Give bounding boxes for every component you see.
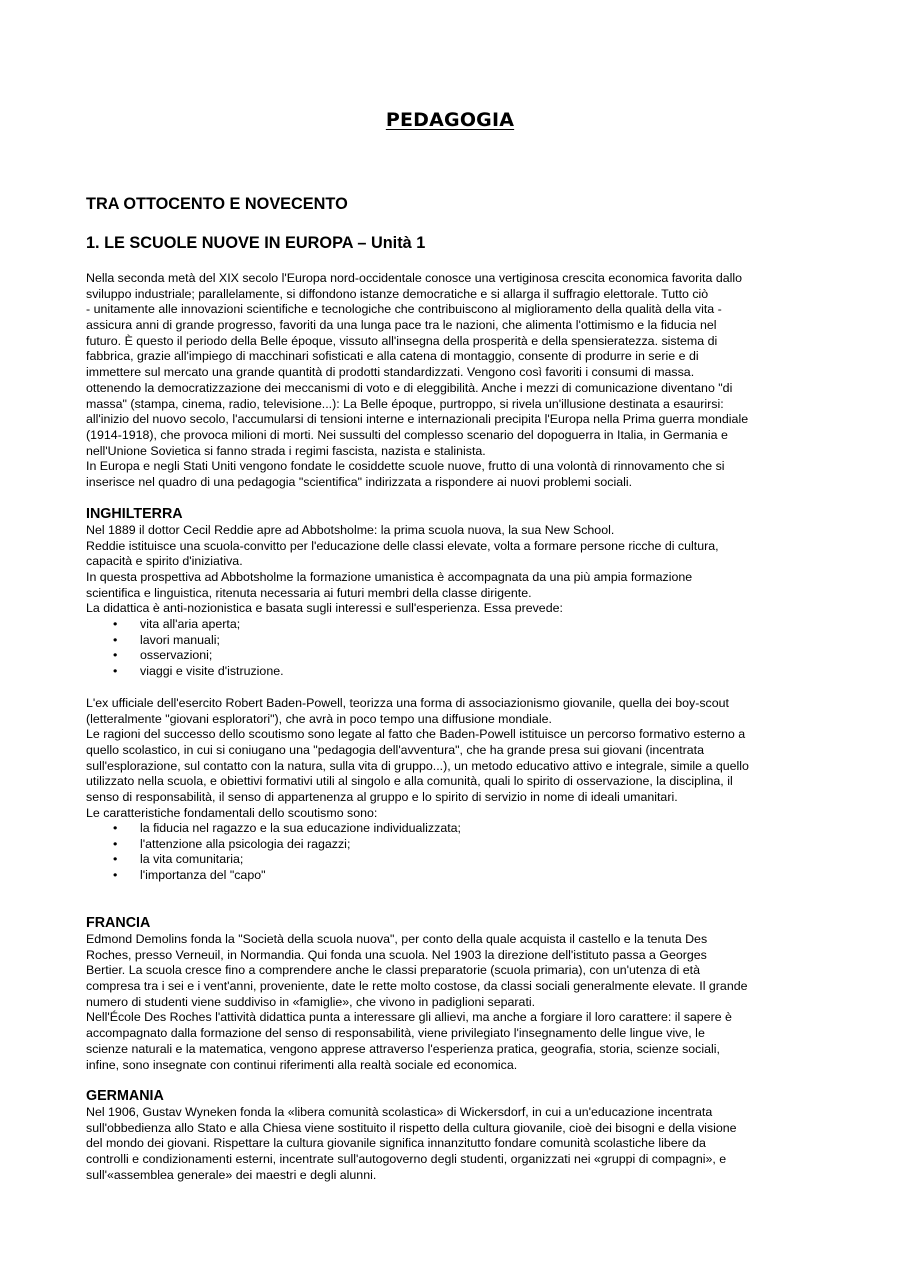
text-line: del mondo dei giovani. Rispettare la cultura giovanile significa innanzitutto fondare comunità scolastiche libere da xyxy=(86,1136,706,1151)
scout-paragraph xyxy=(86,696,826,822)
intro-paragraph xyxy=(86,271,826,491)
list-item xyxy=(86,852,686,868)
inghilterra-paragraph xyxy=(86,523,826,617)
list-item-text: l'attenzione alla psicologia dei ragazzi; xyxy=(140,836,351,851)
list-item xyxy=(86,617,686,633)
text-line: inserisce nel quadro di una pedagogia "scientifica" indirizzata a rispondere ai nuovi problemi sociali. xyxy=(86,474,633,489)
text-line: utilizzato nella scuola, e obiettivi formativi utili al singolo e alla comunità, quali lo spirito di osservazione, la disciplina, il xyxy=(86,774,733,789)
text-line: L'ex ufficiale dell'esercito Robert Baden-Powell, teorizza una forma di associazionismo giovanile, quella dei boy-scout xyxy=(86,696,729,710)
list-item-text: la vita comunitaria; xyxy=(140,852,244,867)
text-line: numero di studenti viene suddiviso in «famiglie», che vivono in padiglioni separati. xyxy=(86,994,536,1009)
text-line: Nella seconda metà del XIX secolo l'Europa nord-occidentale conosce una vertiginosa crescita economica favorita dallo xyxy=(86,271,742,285)
francia-paragraph xyxy=(86,932,826,1073)
text-line: (1914-1918), che provoca milioni di morti. Nei sussulti del complesso scenario del dopoguerra in Italia, in Germania e xyxy=(86,427,728,442)
unit-heading: 1. LE SCUOLE NUOVE IN EUROPA – Unità 1 xyxy=(86,234,426,252)
heading-inghilterra: INGHILTERRA xyxy=(86,506,183,522)
bullet-icon: • xyxy=(113,648,118,663)
text-line: nell'Unione Sovietica si fanno strada i regimi fascista, nazista e stalinista. xyxy=(86,443,486,458)
text-line: Edmond Demolins fonda la "Società della scuola nuova", per conto della quale acquista il castello e la tenuta Des xyxy=(86,932,708,946)
list-item-text: vita all'aria aperta; xyxy=(140,617,241,631)
list-item xyxy=(86,821,686,837)
text-line: assicura anni di grande progresso, favoriti da una lunga pace tra le nazioni, che alimenta l'ottimismo e la fiducia nel xyxy=(86,318,717,333)
text-line: Le caratteristiche fondamentali dello scoutismo sono: xyxy=(86,805,378,820)
text-line: scienze naturali e la matematica, vengono apprese attraverso l'esperienza pratica, geografia, storia, scienze sociali, xyxy=(86,1041,720,1056)
bullet-icon: • xyxy=(113,821,118,835)
text-line: massa" (stampa, cinema, radio, televisione...): La Belle époque, purtroppo, si rivela un'illusione destinata a esaurirsi: xyxy=(86,396,724,411)
bullet-icon: • xyxy=(113,632,118,647)
text-line: accompagnato dalla formazione del senso di responsabilità, viene privilegiato l'insegnamento delle lingue vive, le xyxy=(86,1026,705,1041)
text-line: compresa tra i sei e i vent'anni, proveniente, date le rette molto costose, da classi sociali generalmente elevate. Il grande xyxy=(86,979,748,994)
text-line: controlli e condizionamenti esterni, incentrate sull'autogoverno degli studenti, organizzati nei «gruppi di compagni», e xyxy=(86,1152,727,1167)
list-item xyxy=(86,868,686,884)
text-line: infine, sono insegnate con continui riferimenti alla realtà sociale ed economica. xyxy=(86,1057,518,1072)
text-line: sull'«assemblea generale» dei maestri e degli alunni. xyxy=(86,1167,377,1182)
text-line: sull'esplorazione, sul contatto con la natura, sulla vita di gruppo...), un metodo educativo attivo e integrale, simile a quello xyxy=(86,758,749,773)
list-item-text: viaggi e visite d'istruzione. xyxy=(140,664,284,679)
text-line: senso di responsabilità, il senso di appartenenza al gruppo e lo spirito di servizio in nome di ideali umanitari. xyxy=(86,790,678,805)
list-item xyxy=(86,837,686,853)
scout-list xyxy=(86,821,686,884)
heading-germania: GERMANIA xyxy=(86,1088,164,1104)
text-line: sull'obbedienza allo Stato e alla Chiesa viene sostituito il rispetto della cultura giovanile, cioè dei bisogni e della visione xyxy=(86,1120,737,1135)
text-line: fabbrica, grazie all'impiego di macchinari sofisticati e alla catena di montaggio, consente di produrre in serie e di xyxy=(86,349,699,364)
text-line: quello scolastico, in cui si coniugano una "pedagogia dell'avventura", che ha grande presa sui giovani (incentrata xyxy=(86,743,705,758)
bullet-icon: • xyxy=(113,617,118,631)
list-item-text: lavori manuali; xyxy=(140,632,220,647)
text-line: sviluppo industriale; parallelamente, si diffondono istanze democratiche e si allarga il suffragio elettorale. Tutto ciò xyxy=(86,286,709,301)
germania-paragraph xyxy=(86,1105,826,1183)
bullet-icon: • xyxy=(113,852,118,867)
text-line: scientifica e linguistica, ritenuta necessaria ai futuri membri della classe dirigente. xyxy=(86,585,532,600)
text-line: Bertier. La scuola cresce fino a comprendere anche le classi preparatorie (scuola primaria), con un'utenza di età xyxy=(86,963,700,978)
section-heading: TRA OTTOCENTO E NOVECENTO xyxy=(86,195,348,213)
text-line: Roches, presso Verneuil, in Normandia. Qui fonda una scuola. Nel 1903 la direzione dell'istituto passa a Georges xyxy=(86,947,707,962)
text-line: (letteralmente "giovani esploratori"), che avrà in poco tempo una diffusione mondiale. xyxy=(86,711,552,726)
text-line: immettere sul mercato una grande quantità di prodotti standardizzati. Vengono così favoriti i consumi di massa. xyxy=(86,365,695,380)
bullet-icon: • xyxy=(113,836,118,851)
inghilterra-list xyxy=(86,617,686,680)
text-line: - unitamente alle innovazioni scientifiche e tecnologiche che contribuiscono al miglioramento della qualità della vita - xyxy=(86,302,722,317)
text-line: Nel 1889 il dottor Cecil Reddie apre ad Abbotsholme: la prima scuola nuova, la sua New School. xyxy=(86,523,615,537)
text-line: ottenendo la democratizzazione dei meccanismi di voto e di eleggibilità. Anche i mezzi di comunicazione diventano "di xyxy=(86,380,733,395)
text-line: In questa prospettiva ad Abbotsholme la formazione umanistica è accompagnata da una più ampia formazione xyxy=(86,570,693,585)
list-item xyxy=(86,648,686,664)
text-line: futuro. È questo il periodo della Belle époque, vissuto all'insegna della prosperità e della spensieratezza. sistema di xyxy=(86,333,718,348)
text-line: capacità e spirito d'iniziativa. xyxy=(86,554,243,569)
list-item-text: osservazioni; xyxy=(140,648,213,663)
text-line: La didattica è anti-nozionistica e basata sugli interessi e sull'esperienza. Essa prevede: xyxy=(86,601,563,616)
text-line: Nel 1906, Gustav Wyneken fonda la «libera comunità scolastica» di Wickersdorf, in cui a un'educazione incentrata xyxy=(86,1105,713,1119)
text-line: all'inizio del nuovo secolo, l'accumularsi di tensioni interne e internazionali precipita l'Europa nella Prima guerra mondiale xyxy=(86,412,749,427)
bullet-icon: • xyxy=(113,664,118,679)
text-line: Reddie istituisce una scuola-convitto per l'educazione delle classi elevate, volta a formare persone ricche di cultura, xyxy=(86,538,719,553)
document-title: PEDAGOGIA xyxy=(385,109,515,131)
text-line: Le ragioni del successo dello scoutismo sono legate al fatto che Baden-Powell istituisce un percorso formativo esterno a xyxy=(86,727,746,742)
list-item-text: la fiducia nel ragazzo e la sua educazione individualizzata; xyxy=(140,821,461,835)
list-item xyxy=(86,664,686,680)
list-item xyxy=(86,633,686,649)
heading-francia: FRANCIA xyxy=(86,915,151,931)
text-line: Nell'École Des Roches l'attività didattica punta a interessare gli allievi, ma anche a forgiare il loro carattere: il sapere è xyxy=(86,1010,732,1025)
list-item-text: l'importanza del "capo" xyxy=(140,868,266,883)
bullet-icon: • xyxy=(113,868,118,883)
text-line: In Europa e negli Stati Uniti vengono fondate le cosiddette scuole nuove, frutto di una volontà di rinnovamento che si xyxy=(86,459,725,474)
